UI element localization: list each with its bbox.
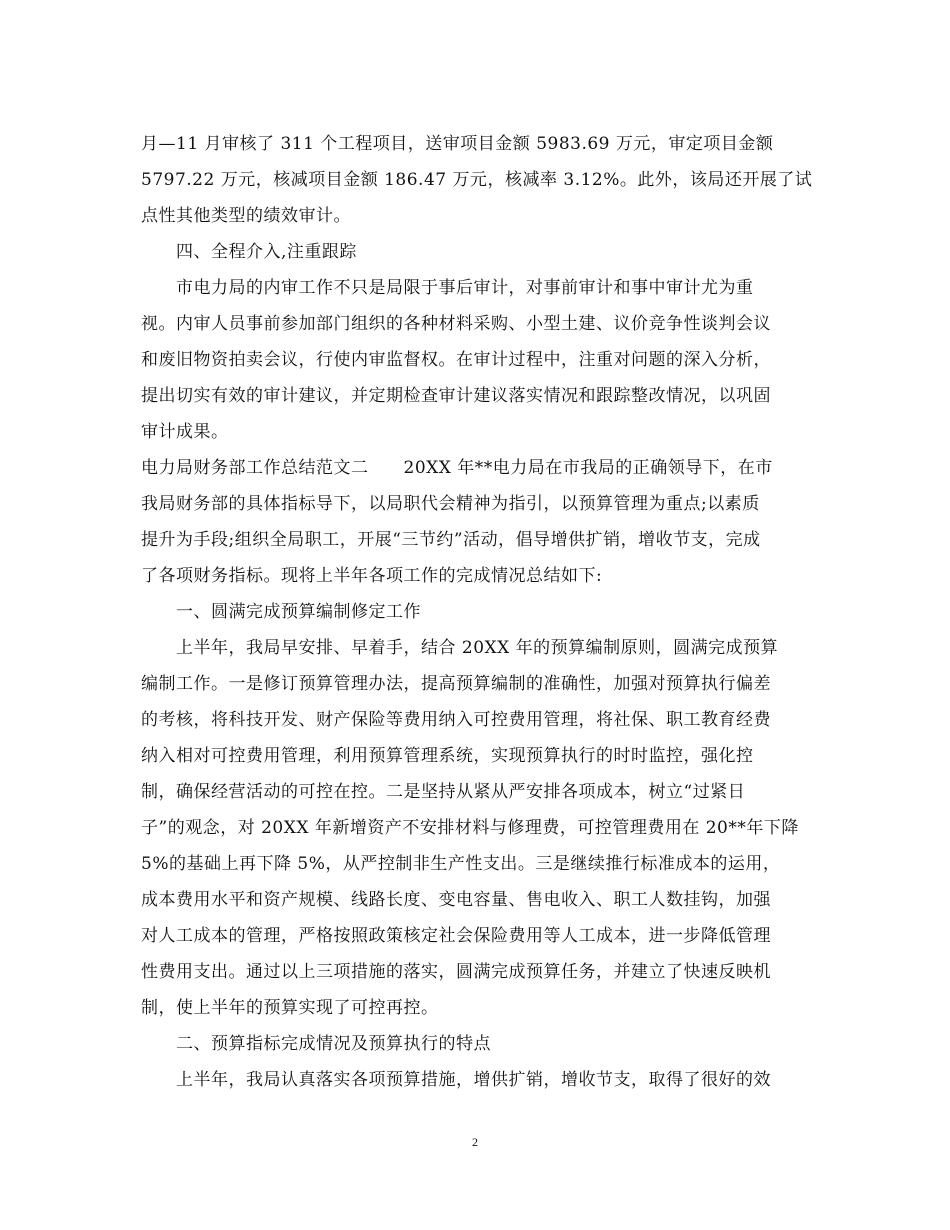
text-line: 提升为手段;组织全局职工，开展“三节约”活动，倡导增供扩销，增收节支，完成 — [141, 530, 761, 550]
section-heading: 二、预算指标完成情况及预算执行的特点 — [176, 1034, 491, 1054]
text-line: 成本费用水平和资产规模、线路长度、变电容量、售电收入、职工人数挂钩，加强 — [141, 890, 771, 910]
text-line: 电力局财务部工作总结范文二 20XX 年**电力局在市我局的正确领导下，在市 — [141, 458, 773, 478]
text-line: 审计成果。 — [141, 422, 229, 442]
text-line: 月—11 月审核了 311 个工程项目，送审项目金额 5983.69 万元，审定项目金额 — [141, 134, 774, 154]
text-line: 纳入相对可控费用管理，利用预算管理系统，实现预算执行的时时监控，强化控 — [141, 746, 754, 766]
text-line: 我局财务部的具体指标导下，以局职代会精神为指引，以预算管理为重点;以素质 — [141, 494, 760, 514]
text-line: 市电力局的内审工作不只是局限于事后审计，对事前审计和事中审计尤为重 — [176, 278, 754, 298]
text-line: 5%的基础上再下降 5%，从严控制非生产性支出。三是继续推行标准成本的运用， — [141, 854, 781, 874]
text-line: 上半年，我局早安排、早着手，结合 20XX 年的预算编制原则，圆满完成预算 — [176, 638, 779, 658]
section-heading: 四、全程介入,注重跟踪 — [176, 242, 357, 262]
text-line: 编制工作。一是修订预算管理办法，提高预算编制的准确性，加强对预算执行偏差 — [141, 674, 771, 694]
text-line: 制，确保经营活动的可控在控。二是坚持从紧从严安排各项成本，树立“过紧日 — [141, 782, 746, 802]
text-line: 上半年，我局认真落实各项预算措施，增供扩销，增收节支，取得了很好的效 — [176, 1070, 771, 1090]
page-number: 2 — [472, 1135, 478, 1149]
text-line: 子”的观念，对 20XX 年新增资产不安排材料与修理费，可控管理费用在 20**年下降 — [141, 818, 799, 838]
text-line: 视。内审人员事前参加部门组织的各种材料采购、小型土建、议价竞争性谈判会议 — [141, 314, 771, 334]
text-line: 提出切实有效的审计建议，并定期检查审计建议落实情况和跟踪整改情况，以巩固 — [141, 386, 771, 406]
text-line: 和废旧物资拍卖会议，行使内审监督权。在审计过程中，注重对问题的深入分析， — [141, 350, 771, 370]
text-line: 制，使上半年的预算实现了可控再控。 — [141, 998, 439, 1018]
section-heading: 一、圆满完成预算编制修定工作 — [176, 602, 421, 622]
text-line: 了各项财务指标。现将上半年各项工作的完成情况总结如下: — [141, 566, 603, 586]
text-line: 5797.22 万元，核减项目金额 186.47 万元，核减率 3.12%。此外，该局还开展了试 — [141, 170, 813, 190]
text-line: 对人工成本的管理，严格按照政策核定社会保险费用等人工成本，进一步降低管理 — [141, 926, 771, 946]
text-line: 点性其他类型的绩效审计。 — [141, 206, 351, 226]
text-line: 的考核，将科技开发、财产保险等费用纳入可控费用管理，将社保、职工教育经费 — [141, 710, 771, 730]
text-line: 性费用支出。通过以上三项措施的落实，圆满完成预算任务，并建立了快速反映机 — [141, 962, 771, 982]
